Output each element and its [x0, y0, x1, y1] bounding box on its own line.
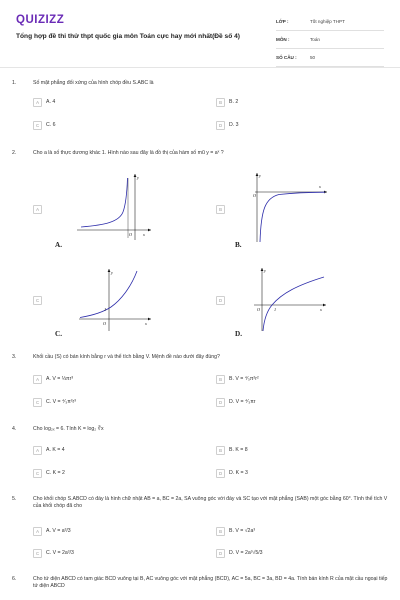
- option-a[interactable]: [33, 97, 55, 107]
- option-letter: D: [216, 398, 225, 407]
- meta-value: 50: [310, 55, 316, 60]
- meta-key: SỐ CÂU :: [276, 55, 297, 60]
- option-letter: B: [216, 98, 225, 107]
- graph-b-label: B.: [235, 241, 242, 249]
- meta-row-subject: [276, 31, 384, 49]
- graph-b: [245, 170, 330, 245]
- question-number: 5.: [12, 496, 17, 502]
- option-d[interactable]: [216, 120, 239, 130]
- option-text: D. K = 3: [229, 470, 248, 476]
- curve: [260, 192, 325, 242]
- option-text: C. K = 2: [46, 470, 65, 476]
- option-text: C. 6: [46, 122, 56, 128]
- option-text: A. V = a³/3: [46, 528, 71, 534]
- option-a-box[interactable]: A: [33, 205, 42, 214]
- y-label: y: [111, 270, 113, 275]
- y-arrow-icon: [108, 269, 111, 272]
- worksheet-title: Tổng hợp đề thi thử thpt quốc gia môn Toán cực hay mới nhất(Đề số 4): [16, 33, 240, 40]
- quizizz-logo: QUIZIZZ: [16, 14, 65, 26]
- x-arrow-icon: [323, 304, 326, 307]
- question-text: Cho khối chóp S.ABCD có đáy là hình chữ nhật AB = a, BC = 2a, SA vuông góc với đáy và SC tạo với mặt phẳng (SAB) một góc bằng 60°. Tính thể tích V của khối chóp đã cho: [33, 496, 388, 509]
- option-letter: D: [216, 121, 225, 130]
- option-letter: B: [216, 375, 225, 384]
- one-label: 1: [104, 307, 107, 312]
- option-b-box[interactable]: B: [216, 205, 225, 214]
- option-b[interactable]: [216, 374, 259, 384]
- question-number: 1.: [12, 80, 17, 86]
- option-b[interactable]: [216, 445, 248, 455]
- meta-row-class: [276, 13, 384, 31]
- question-text: Cho a là số thực dương khác 1. Hình nào sau đây là đồ thị của hàm số mũ y = aˣ ?: [33, 150, 224, 156]
- option-letter: C: [33, 398, 42, 407]
- option-text: A. 4: [46, 99, 56, 105]
- option-letter: D: [216, 469, 225, 478]
- question-number: 4.: [12, 426, 17, 432]
- one-label: 1: [274, 307, 277, 312]
- origin-label: O: [253, 193, 257, 198]
- option-d[interactable]: [216, 548, 263, 558]
- option-a[interactable]: [33, 374, 73, 384]
- graph-d: [250, 265, 330, 335]
- option-c[interactable]: [33, 120, 56, 130]
- option-text: A. V = ⅓πr³: [46, 376, 74, 382]
- origin-label: O: [103, 321, 107, 326]
- option-a[interactable]: [33, 445, 65, 455]
- y-arrow-icon: [134, 174, 137, 177]
- graph-a-label: A.: [55, 241, 62, 249]
- question-number: 6.: [12, 576, 17, 582]
- meta-value: Tốt nghiệp THPT: [310, 19, 345, 24]
- graph-c-label: C.: [55, 330, 62, 338]
- option-text: D. V = ⁴⁄₃πr: [229, 399, 256, 405]
- worksheet-meta: [276, 13, 384, 67]
- curve: [81, 178, 128, 227]
- worksheet-header: [0, 0, 400, 64]
- option-letter: B: [216, 527, 225, 536]
- y-arrow-icon: [256, 173, 259, 176]
- option-c[interactable]: [33, 468, 65, 478]
- option-a[interactable]: [33, 526, 71, 536]
- option-text: C. V = 2a³/3: [46, 550, 74, 556]
- option-d[interactable]: [216, 397, 256, 407]
- option-text: A. K = 4: [46, 447, 65, 453]
- option-letter: C: [33, 121, 42, 130]
- x-label: x: [145, 321, 147, 326]
- option-letter: D: [216, 549, 225, 558]
- y-label: y: [264, 268, 266, 273]
- option-letter: A: [33, 98, 42, 107]
- curve: [263, 277, 324, 331]
- graph-d-label: D.: [235, 330, 242, 338]
- origin-label: O: [129, 232, 133, 237]
- meta-key: LỚP :: [276, 19, 289, 24]
- origin-label: O: [257, 307, 261, 312]
- option-b[interactable]: [216, 526, 255, 536]
- option-letter: A: [33, 446, 42, 455]
- meta-row-count: [276, 49, 384, 67]
- curve: [80, 271, 137, 318]
- y-label: y: [137, 175, 139, 180]
- x-arrow-icon: [148, 229, 151, 232]
- question-text: Cho log₂ₓ = 6. Tính K = log₂ ∛x: [33, 426, 104, 432]
- meta-key: MÔN :: [276, 37, 290, 42]
- y-label: y: [259, 173, 261, 178]
- option-text: B. K = 8: [229, 447, 248, 453]
- question-text: Khối cầu (S) có bán kính bằng r và thể tích bằng V. Mệnh đề nào dưới đây đúng?: [33, 354, 220, 360]
- question-number: 3.: [12, 354, 17, 360]
- option-text: D. V = 2a³√5/3: [229, 550, 263, 556]
- option-letter: C: [33, 549, 42, 558]
- option-b[interactable]: [216, 97, 238, 107]
- question-text: Số mặt phẳng đối xứng của hình chóp đều S.ABC là: [33, 80, 154, 86]
- option-text: C. V = ⁴⁄₃π²r³: [46, 399, 76, 405]
- y-arrow-icon: [261, 268, 264, 271]
- option-text: B. 2: [229, 99, 239, 105]
- option-letter: B: [216, 446, 225, 455]
- question-text: Cho tứ diện ABCD có tam giác BCD vuông tại B, AC vuông góc với mặt phẳng (BCD), AC = 5a, BC = 3a, BD = 4a. Tính bán kính R của mặt cầu ngoại tiếp tứ diện ABCD: [33, 576, 388, 589]
- option-c-box[interactable]: C: [33, 296, 42, 305]
- option-text: D. 3: [229, 122, 239, 128]
- option-letter: A: [33, 527, 42, 536]
- option-letter: C: [33, 469, 42, 478]
- option-d-box[interactable]: D: [216, 296, 225, 305]
- option-c[interactable]: [33, 397, 76, 407]
- graph-a: [75, 170, 155, 245]
- option-c[interactable]: [33, 548, 74, 558]
- option-letter: A: [33, 375, 42, 384]
- header-divider: [0, 67, 400, 68]
- x-label: x: [320, 307, 322, 312]
- question-number: 2.: [12, 150, 17, 156]
- meta-value: Toán: [310, 37, 320, 42]
- x-label: x: [143, 232, 145, 237]
- graph-c: [75, 265, 155, 335]
- x-label: x: [319, 184, 321, 189]
- option-d[interactable]: [216, 468, 248, 478]
- option-text: B. V = ⁴⁄₃π²r²: [229, 376, 259, 382]
- x-arrow-icon: [148, 318, 151, 321]
- option-text: B. V = √2a³: [229, 528, 256, 534]
